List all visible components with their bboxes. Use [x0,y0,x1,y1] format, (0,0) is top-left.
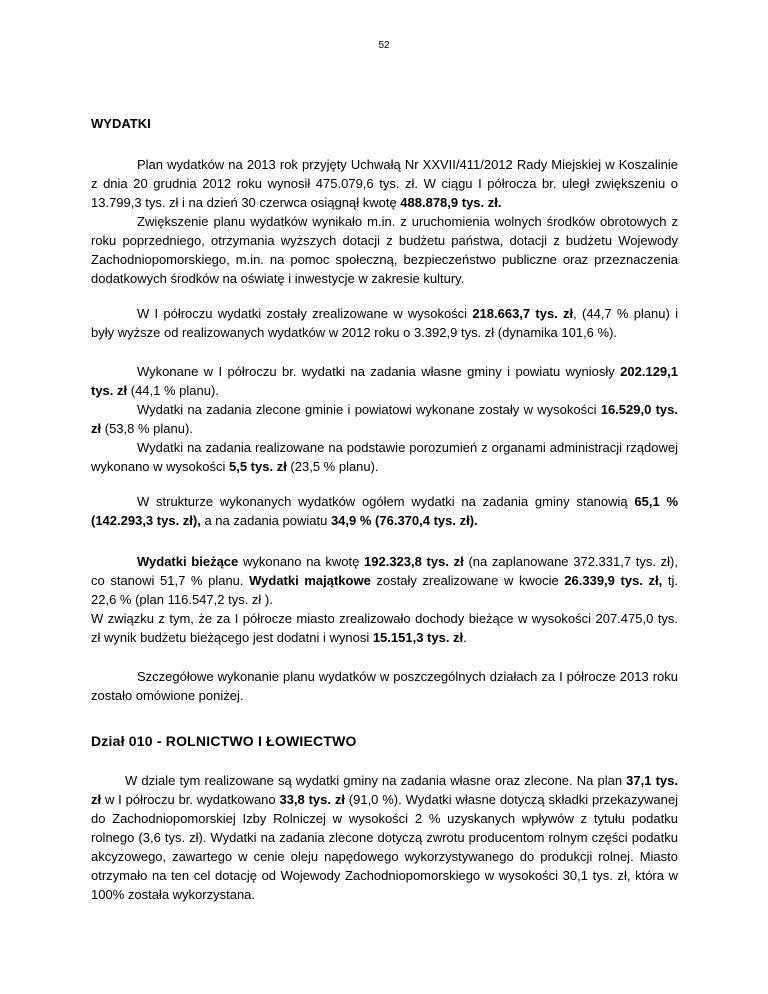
paragraph-zadania-zlecone [91,400,678,438]
text-span: (na zaplanowane 372.331,7 tys. zł), co stanowi 51,7 % planu. [91,554,678,588]
paragraph-wydatki-biezace [91,552,678,609]
paragraph-zadania-wlasne [91,362,678,400]
text-span: wykonano na kwotę [238,554,365,569]
paragraph-plan-wydatkow [91,155,678,212]
text-span: , (44,7 % planu) i były wyższe od realizowanych wydatków w 2012 roku o 3.392,9 tys. zł (dynamika 101,6 %). [91,306,678,340]
text-span: (23,5 % planu). [286,459,379,474]
paragraph-szczegolowe: Szczegółowe wykonanie planu wydatków w poszczególnych działach za I półrocze 2013 roku zostało omówione poniżej. [91,669,678,703]
text-span: W I półroczu wydatki zostały zrealizowane w wysokości [137,306,473,321]
bold-amount: 488.878,9 tys. zł. [400,195,502,210]
text-span: w I półroczu br. wydatkowano [101,792,280,807]
text-span: (91,0 %). Wydatki własne dotyczą składki przekazywanej do Zachodniopomorskiej Izby Rolniczej w wysokości 2 % uzyskanych wpływów z tytułu podatku rolnego (3,6 tys. zł). Wydatki na zadania zlecone dotyczą zwrotu producentom rolnym części podatku akcyzowego, zawartego w cenie oleju napędowego wykorzystywanego do produkcji rolnej. Miasto otrzymało na ten cel dotację od Wojewody Zachodniopomorskiego w wysokości 30,1 tys. zł, która w 100% została wykorzystana. [91,792,678,902]
text-span: tj. 22,6 % (plan 116.547,2 tys. zł ). [91,573,678,607]
paragraph-zwiekszenie: Zwiększenie planu wydatków wynikało m.in. z uruchomienia wolnych środków obrotowych z roku poprzedniego, otrzymania wyższych dotacji z budżetu państwa, dotacji z budżetu Wojewody Zachodniopomorskiego, m.in. na pomoc społeczną, bezpieczeństwo publiczne oraz przeznaczenia dodatkowych środków na oświatę i inwestycje w zakresie kultury. [91,214,678,286]
bold-amount: 34,9 % (76.370,4 tys. zł). [330,513,478,528]
section-title: WYDATKI [91,116,151,131]
text-span: W dziale tym realizowane są wydatki gminy na zadania własne oraz zlecone. Na plan [125,773,627,788]
bold-amount: 16.529,0 tys. zł [91,402,678,436]
bold-amount: 37,1 tys. zł [91,773,678,807]
bold-amount: 5,5 tys. zł [229,459,287,474]
document-body [91,116,678,904]
bold-term: Wydatki majątkowe [249,573,371,588]
text-span: W związku z tym, że za I półrocze miasto zrealizowało dochody bieżące w wysokości 207.475,0 tys. zł wynik budżetu bieżącego jest dodatni i wynosi [91,611,678,645]
bold-amount: 192.323,8 tys. zł [364,554,464,569]
bold-amount: 218.663,7 tys. zł [472,306,574,321]
dzial-heading: Dział 010 - ROLNICTWO I ŁOWIECTWO [91,733,357,749]
paragraph-porozumienia [91,438,678,476]
text-span: zostały zrealizowane w kwocie [370,573,565,588]
text-span: . [463,630,467,645]
text-span: Wydatki na zadania realizowane na podstawie porozumień z organami administracji rządowej wykonano w wysokości [91,440,678,474]
text-span: W strukturze wykonanych wydatków ogółem wydatki na zadania gminy stanowią [137,494,635,509]
paragraph-wynik-budzetu [91,609,678,647]
bold-term: Wydatki bieżące [137,554,239,569]
bold-amount: 26.339,9 tys. zł, [564,573,663,588]
paragraph-rolnictwo [91,771,678,904]
paragraph-realizacja [91,304,678,342]
paragraph-struktura [91,492,678,530]
bold-amount: 202.129,1 tys. zł [91,364,678,398]
text-span: Wykonane w I półroczu br. wydatki na zadania własne gminy i powiatu wyniosły [137,364,621,379]
text-span: Wydatki na zadania zlecone gminie i powiatowi wykonane zostały w wysokości [137,402,601,417]
text-span: (53,8 % planu). [101,421,193,436]
text-span: (44,1 % planu). [127,383,219,398]
bold-amount: 33,8 tys. zł [279,792,345,807]
bold-amount: 65,1 % (142.293,3 tys. zł), [91,494,678,528]
page-number: 52 [378,40,390,51]
text-span: a na zadania powiatu [200,513,331,528]
text-span: Plan wydatków na 2013 rok przyjęty Uchwałą Nr XXVII/411/2012 Rady Miejskiej w Koszalinie z dnia 20 grudnia 2012 roku wynosił 475.079,6 tys. zł. W ciągu I półrocza br. uległ zwiększeniu o 13.799,3 tys. zł i na dzień 30 czerwca osiągnął kwotę [91,157,678,210]
bold-amount: 15.151,3 tys. zł [372,630,464,645]
